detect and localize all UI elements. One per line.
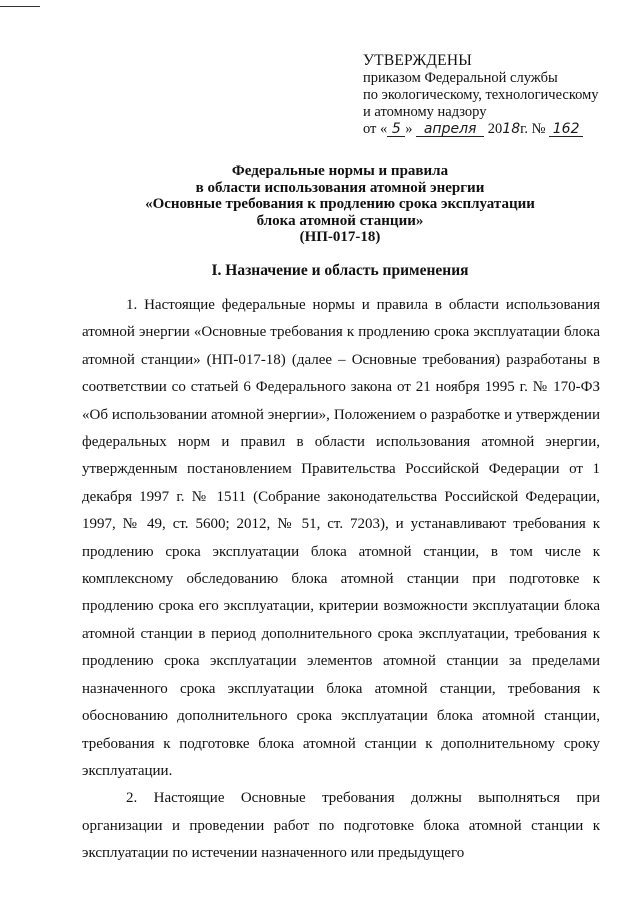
handwritten-year: 18 [502,121,521,137]
document-title [120,163,560,246]
date-quote-close: » [405,121,413,137]
title-line-5: (НП-017-18) [299,229,381,245]
body-text [82,292,600,868]
title-line-4: блока атомной станции» [256,212,424,229]
approval-title: УТВЕРЖДЕНЫ [363,52,472,69]
year-prefix: 20 [487,121,503,137]
handwritten-month: апреля [416,122,484,137]
title-line-1: Федеральные нормы и правила [231,163,449,179]
approval-line-3: и атомному надзору [363,104,487,120]
date-prefix: от « [363,121,388,137]
title-line-2: в области использования атомной энергии [195,179,485,196]
approval-line-2: по экологическому, технологическому [363,87,599,103]
year-suffix: г. № [520,121,546,137]
title-line-3: «Основные требования к продлению срока эксплуатации [145,196,535,212]
corner-mark [0,6,40,7]
handwritten-order-number: 162 [549,122,583,137]
approval-date-line [363,121,633,138]
approval-line-1: приказом Федеральной службы [363,70,558,86]
section-heading: I. Назначение и область применения [211,262,469,279]
handwritten-day: 5 [387,122,405,137]
paragraph-2: 2. Настоящие Основные требования должны выполняться при организации и проведении работ по подготовке блока атомной станции к эксплуатации по истечении назначенного или предыдущего [82,790,600,862]
approval-block [363,52,633,138]
paragraph-1: 1. Настоящие федеральные нормы и правила в области использования атомной энергии «Основные требования к продлению срока эксплуатации блока атомной станции» (НП-017-18) (далее – Основные требования) разработаны в соответствии со статьей 6 Федерального закона от 21 ноября 1995 г. № 170-ФЗ «Об использовании атомной энергии», Положением о разработке и утверждении федеральных норм и правил в области использования атомной энергии, утвержденным постановлением Правительства Российской Федерации от 1 декабря 1997 г. № 1511 (Собрание законодательства Российской Федерации, 1997, № 49, ст. 5600; 2012, № 51, ст. 7203), и устанавливают требования к продлению срока эксплуатации блока атомной станции, в том числе к комплексному обследованию блока атомной станции при подготовке к продлению срока его эксплуатации, критерии возможности эксплуатации блока атомной станции в период дополнительного срока эксплуатации, требования к продлению срока эксплуатации элементов атомной станции за пределами назначенного срока эксплуатации блока атомной станции, требования к обоснованию дополнительного срока эксплуатации блока атомной станции, требования к подготовке блока атомной станции к дополнительному сроку эксплуатации. [82,297,600,779]
